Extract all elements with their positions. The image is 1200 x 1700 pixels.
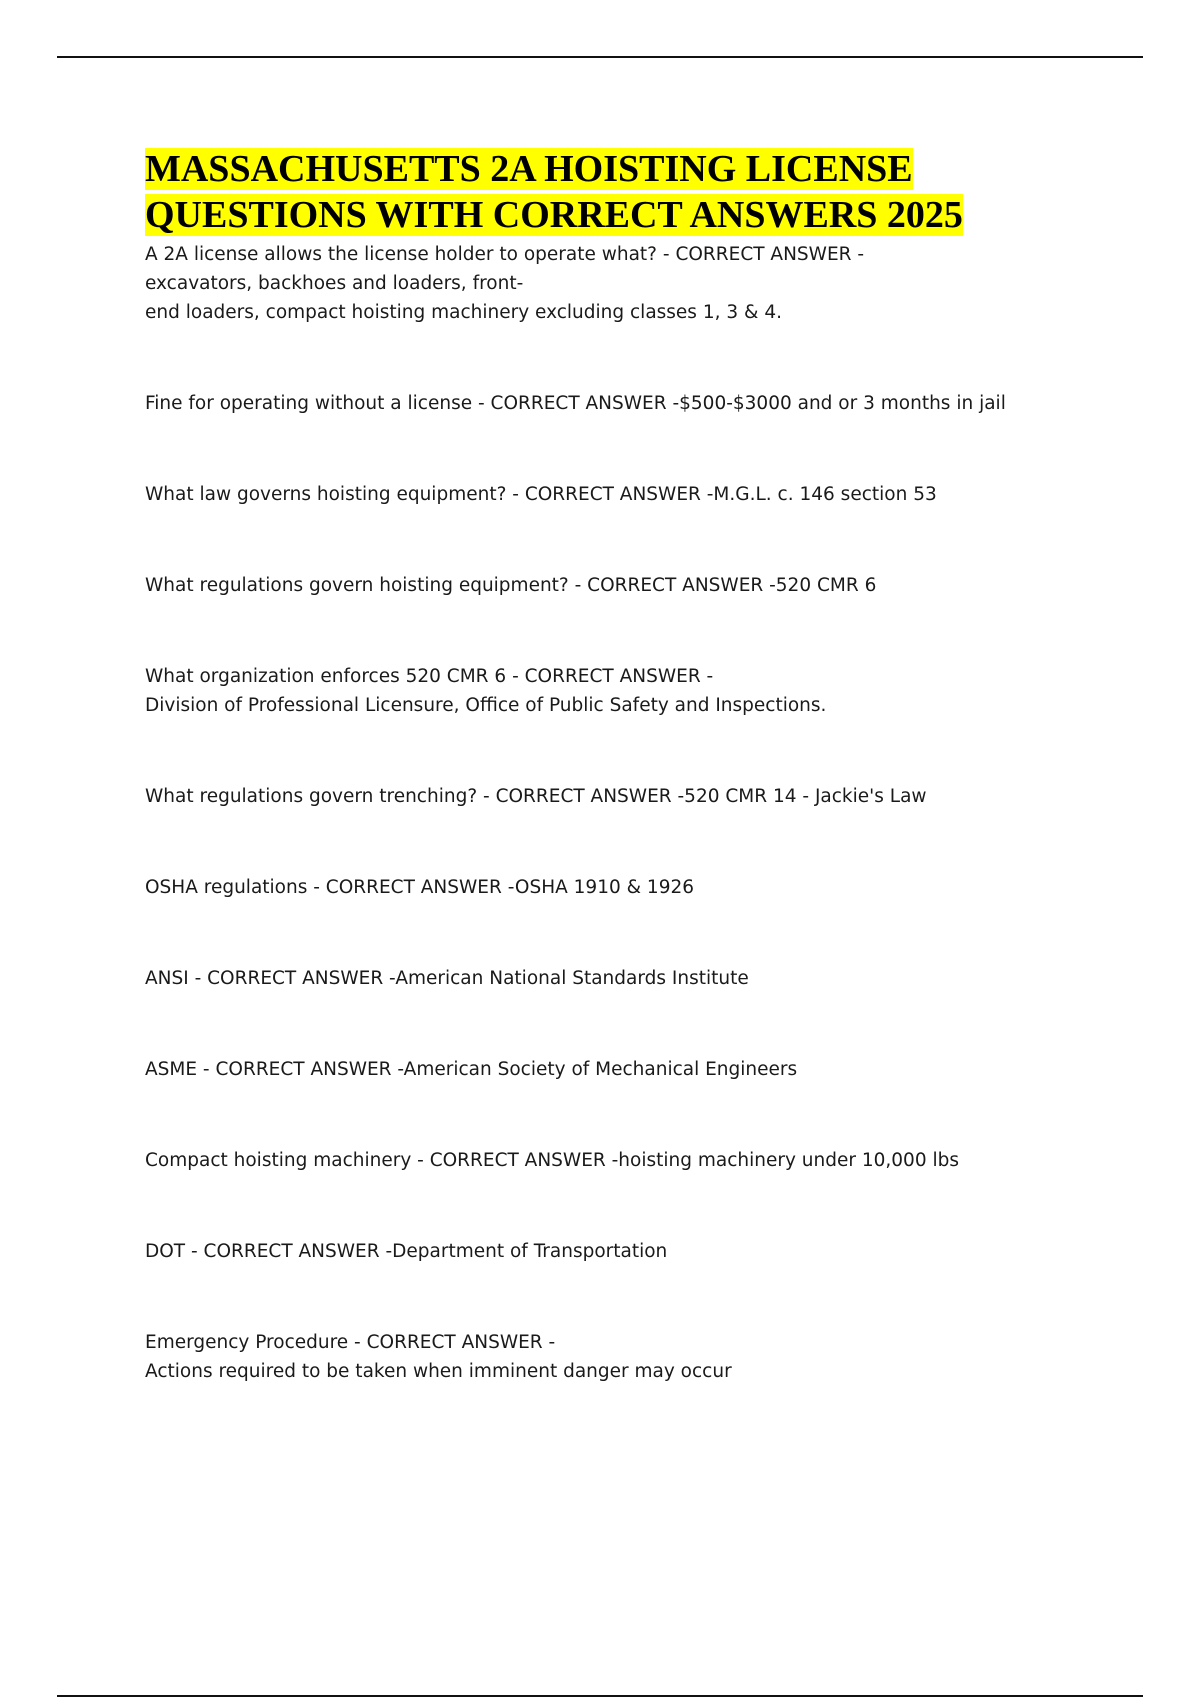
qa-line: What organization enforces 520 CMR 6 - CORRECT ANSWER -	[145, 666, 714, 687]
qa-item	[145, 389, 1045, 418]
qa-line: ANSI - CORRECT ANSWER -American National Standards Institute	[145, 968, 749, 989]
qa-line: Division of Professional Licensure, Office of Public Safety and Inspections.	[145, 695, 827, 716]
qa-line: Compact hoisting machinery - CORRECT ANSWER -hoisting machinery under 10,000 lbs	[145, 1150, 959, 1171]
qa-line: Emergency Procedure - CORRECT ANSWER -	[145, 1332, 556, 1353]
qa-line: DOT - CORRECT ANSWER -Department of Transportation	[145, 1241, 668, 1262]
qa-item	[145, 571, 1045, 600]
bottom-rule	[57, 1695, 1143, 1697]
qa-item	[145, 964, 1045, 993]
qa-line: OSHA regulations - CORRECT ANSWER -OSHA 1910 & 1926	[145, 877, 695, 898]
qa-line: Actions required to be taken when imminent danger may occur	[145, 1361, 732, 1382]
qa-item	[145, 782, 1045, 811]
qa-item	[145, 1328, 1045, 1386]
qa-line: What regulations govern trenching? - CORRECT ANSWER -520 CMR 14 - Jackie's Law	[145, 786, 927, 807]
qa-item	[145, 1146, 1045, 1175]
document-title	[145, 146, 1045, 238]
qa-line: excavators, backhoes and loaders, front-	[145, 273, 524, 294]
title-line-2: QUESTIONS WITH CORRECT ANSWERS 2025	[145, 194, 963, 236]
qa-line: end loaders, compact hoisting machinery excluding classes 1, 3 & 4.	[145, 302, 782, 323]
document-body	[145, 146, 1045, 1386]
qa-item	[145, 1055, 1045, 1084]
qa-line: ASME - CORRECT ANSWER -American Society of Mechanical Engineers	[145, 1059, 798, 1080]
qa-line: What law governs hoisting equipment? - CORRECT ANSWER -M.G.L. c. 146 section 53	[145, 484, 937, 505]
qa-line: What regulations govern hoisting equipment? - CORRECT ANSWER -520 CMR 6	[145, 575, 877, 596]
qa-item	[145, 240, 1045, 327]
qa-item	[145, 1237, 1045, 1266]
title-line-1: MASSACHUSETTS 2A HOISTING LICENSE	[145, 148, 913, 190]
top-rule	[57, 56, 1143, 58]
qa-item	[145, 662, 1045, 720]
qa-list	[145, 240, 1045, 1386]
qa-line: A 2A license allows the license holder to operate what? - CORRECT ANSWER -	[145, 244, 865, 265]
qa-item	[145, 873, 1045, 902]
qa-item	[145, 480, 1045, 509]
qa-line: Fine for operating without a license - CORRECT ANSWER -$500-$3000 and or 3 months in jail	[145, 393, 1006, 414]
